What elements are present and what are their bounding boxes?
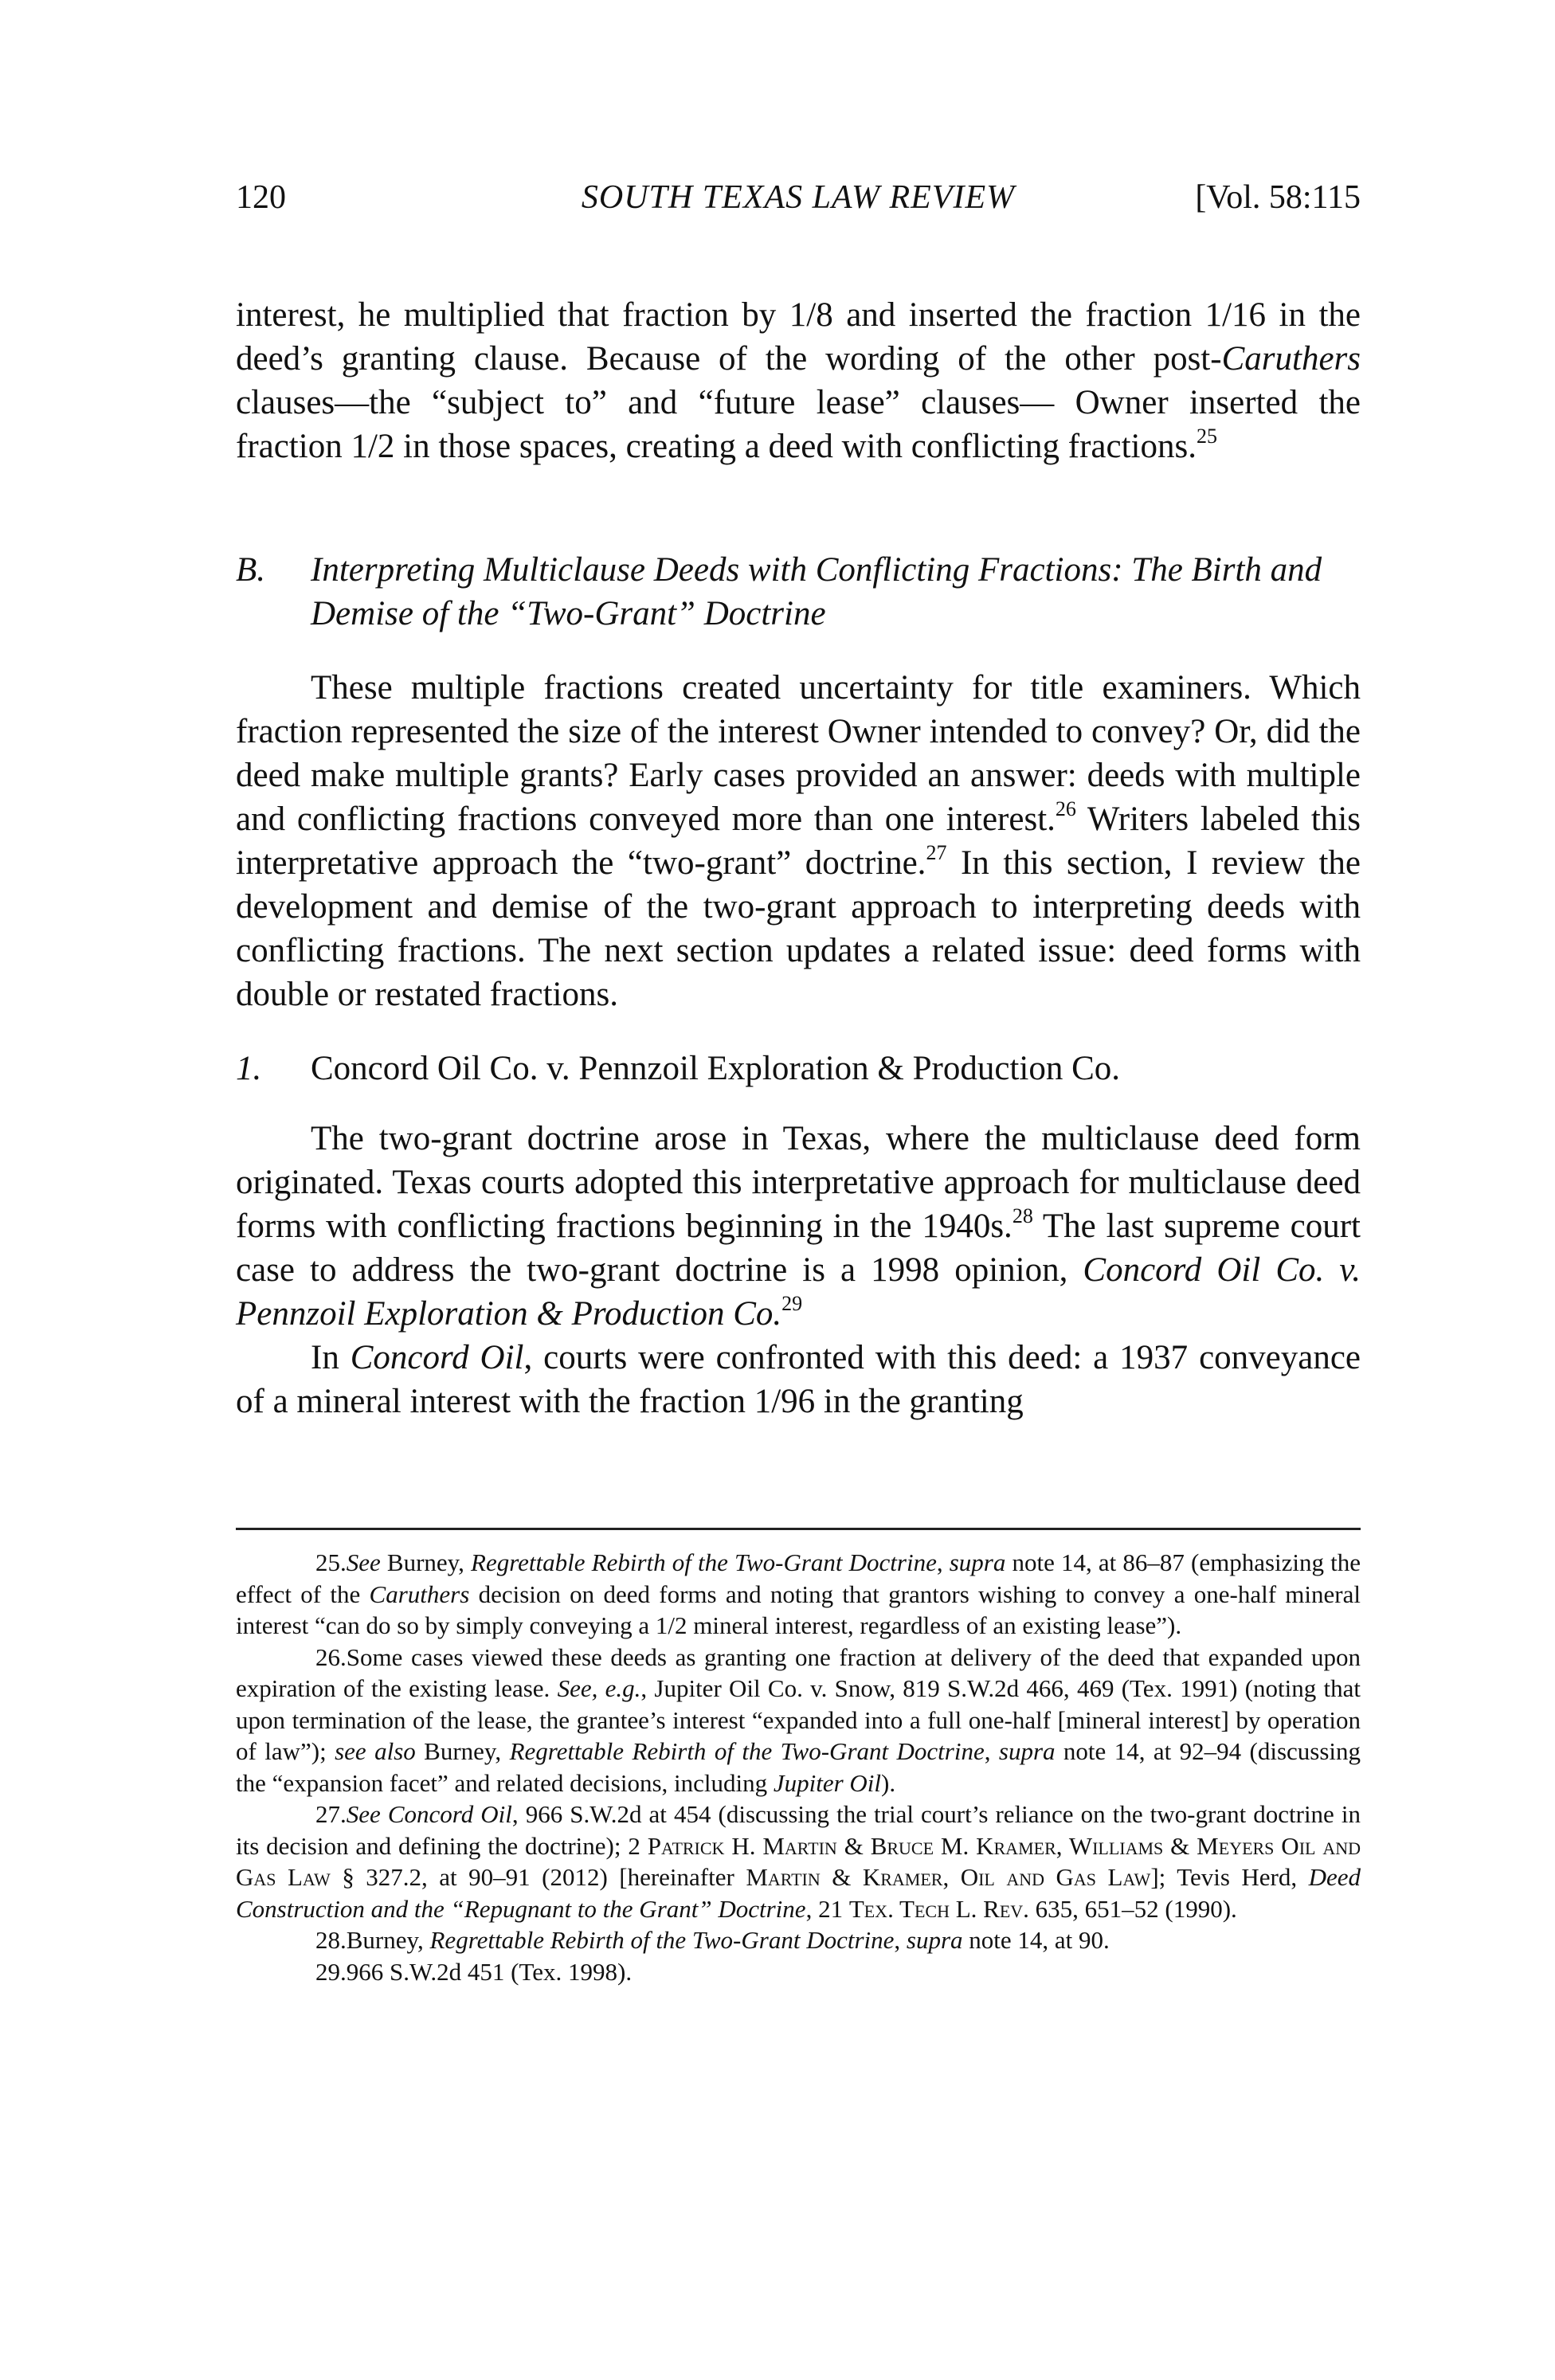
footnote-text: see also [335, 1737, 416, 1765]
footnote-text: See Concord Oil [346, 1800, 512, 1828]
concord-paragraph [236, 1336, 1361, 1423]
footnote-text: , 966 S.W.2d at 454 (discussing the trial court’s reliance on the two-grant doctrine in its decision and defining the doctrine); 2 [236, 1800, 1361, 1860]
footnote-text: , [894, 1926, 907, 1954]
footnote-text: Jupiter Oil [773, 1768, 882, 1797]
footnote-ref-25[interactable]: 25 [1196, 425, 1217, 448]
footnote-ref-27[interactable]: 27 [926, 841, 947, 864]
footnote-text: Regrettable Rebirth of the Two-Grant Doctrine [509, 1737, 985, 1765]
footnote-ref-26[interactable]: 26 [1055, 797, 1076, 820]
footnote-text: supra [906, 1926, 963, 1954]
para-2-text-1: In [311, 1339, 351, 1376]
para-b-text-1: These multiple fractions created uncertainty for title examiners. Which fraction represented the size of the interest Owner intended to convey? Or, did the deed make multiple grants? Early cases provided an answer: deeds with multiple and conflicting fractions conveyed more than one interest. [236, 669, 1361, 838]
footnote-number: 25. [315, 1548, 347, 1576]
footnote-text: decision on deed forms and noting that grantors wishing to convey a one-half mineral interest “can do so by simply conveying a 1/2 mineral interest, regardless of an existing lease”). [236, 1579, 1361, 1639]
para-1-text-2: The last supreme court case to address the two-grant doctrine is a 1998 opinion, [236, 1208, 1361, 1289]
section-1-title: Concord Oil Co. v. Pennzoil Exploration & Production Co. [311, 1050, 1121, 1087]
footnote-text: , Jupiter Oil Co. v. Snow, 819 S.W.2d 466, 469 (Tex. 1991) (noting that upon termination of the lease, the grantee’s interest “expanded into a full one-half [mineral interest] by operation of law”); [236, 1674, 1361, 1765]
footnote-text: Deed Construction and the “Repugnant to the Grant” Doctrine [236, 1863, 1361, 1923]
para-b-text-2: Writers labeled this interpretative approach the “two-grant” doctrine. [236, 801, 1361, 882]
footnote-text: , [984, 1737, 999, 1765]
footnote-text: Martin & Kramer, Oil and Gas Law [746, 1863, 1151, 1891]
section-heading-1 [236, 1047, 1361, 1090]
footnote-text: supra [998, 1737, 1056, 1765]
footnote-text: Caruthers [369, 1579, 470, 1608]
para-1-case-name: Concord Oil Co. v. Pennzoil Exploration & Production Co. [236, 1251, 1361, 1333]
footnote [236, 1642, 1361, 1799]
para-2-text-2: , courts were confronted with this deed: a 1937 conveyance of a mineral interest with the fraction 1/96 in the granting [236, 1339, 1361, 1420]
page-number: 120 [236, 179, 286, 216]
section-heading-b [236, 548, 1361, 636]
intro-text-1: interest, he multiplied that fraction by 1/8 and inserted the fraction 1/16 in the deed’s granting clause. Because of the wording of the other post- [236, 296, 1361, 378]
para-2-case-name: Concord Oil [350, 1339, 524, 1376]
footnote-number: 29. [315, 1957, 347, 1986]
footnote-ref-29[interactable]: 29 [781, 1292, 803, 1315]
footnote-text: § 327.2, at 90–91 (2012) [hereinafter [330, 1863, 746, 1891]
footnote-number: 27. [315, 1800, 347, 1828]
section-b-paragraph [236, 666, 1361, 1016]
footnote-text: ). [881, 1768, 896, 1797]
footnotes [236, 1547, 1361, 1987]
section-b-title: Interpreting Multiclause Deeds with Conflicting Fractions: The Birth and Demise of the “Two-Grant” Doctrine [311, 551, 1322, 632]
footnote [236, 1547, 1361, 1642]
para-1-text-1: The two-grant doctrine arose in Texas, where the multiclause deed form originated. Texas courts adopted this interpretative approach for multiclause deed forms with conflicting fractions beginning in the 1940s. [236, 1120, 1361, 1245]
footnote-text: 635, 651–52 (1990). [1028, 1894, 1237, 1923]
footnote-text: note 14, at 86–87 (emphasizing the effect of the [236, 1548, 1361, 1608]
footnote-text: ]; Tevis Herd, [1150, 1863, 1309, 1891]
footnote-ref-28[interactable]: 28 [1012, 1204, 1033, 1227]
intro-text-2: clauses—the “subject to” and “future lease” clauses— Owner inserted the fraction 1/2 in those spaces, creating a deed with conflicting fractions. [236, 384, 1361, 465]
footnote-text: See [346, 1548, 381, 1576]
footnote-text: Regrettable Rebirth of the Two-Grant Doctrine [471, 1548, 937, 1576]
footnote [236, 1924, 1361, 1956]
intro-paragraph [236, 293, 1361, 468]
footnote-text: Burney, [346, 1926, 430, 1954]
journal-title: SOUTH TEXAS LAW REVIEW [581, 179, 1016, 216]
footnote-text: , 21 [805, 1894, 849, 1923]
section-b-number: B. [236, 551, 266, 589]
footnote-text: note 14, at 92–94 (discussing the “expansion facet” and related decisions, including [236, 1737, 1361, 1797]
para-b-text-3: In this section, I review the development and demise of the two-grant approach to interpreting deeds with conflicting fractions. The next section updates a related issue: deed forms with double or restated fractions. [236, 844, 1361, 1013]
footnote-number: 26. [315, 1642, 347, 1671]
footnote [236, 1956, 1361, 1988]
footnote-text: See, e.g. [557, 1674, 641, 1702]
footnote-text: Burney, [380, 1548, 472, 1576]
footnote-text: Patrick H. Martin & Bruce M. Kramer, Williams & Meyers Oil and Gas Law [236, 1831, 1361, 1891]
footnote-text: supra [949, 1548, 1006, 1576]
footnote-text: , [936, 1548, 950, 1576]
footnote-text: Some cases viewed these deeds as granting one fraction at delivery of the deed that expanded upon expiration of the existing lease. [236, 1642, 1361, 1702]
running-head [236, 174, 1361, 221]
section-1-body [236, 1117, 1361, 1423]
section-1-number: 1. [236, 1050, 262, 1087]
footnote-divider [236, 1528, 1361, 1530]
footnote-text: 966 S.W.2d 451 (Tex. 1998). [346, 1957, 633, 1986]
intro-case-name: Caruthers [1221, 340, 1361, 378]
footnote-text: Regrettable Rebirth of the Two-Grant Doctrine [429, 1926, 895, 1954]
section-1-paragraph [236, 1117, 1361, 1336]
footnote-text: note 14, at 90. [962, 1926, 1110, 1954]
footnote [236, 1799, 1361, 1924]
footnote-text: Tex. Tech L. Rev. [848, 1894, 1029, 1923]
volume-citation: [Vol. 58:115 [1195, 179, 1361, 216]
footnote-text: Burney, [415, 1737, 510, 1765]
footnote-number: 28. [315, 1926, 347, 1954]
